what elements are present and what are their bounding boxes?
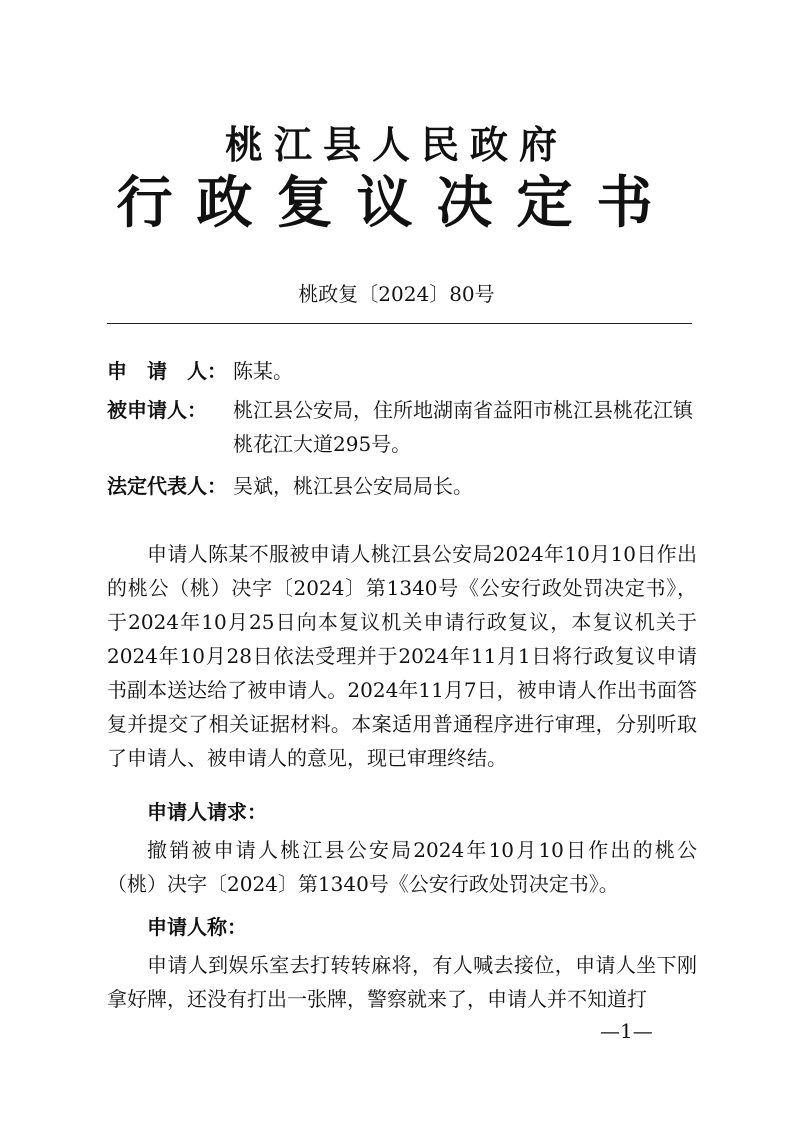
issuing-organization: 桃江县人民政府 — [224, 123, 568, 167]
claim-heading: 申请人称： — [147, 915, 247, 939]
party-text: 陈某。 — [233, 359, 293, 383]
request-heading: 申请人请求： — [147, 800, 267, 824]
party-label: 法定代表人： — [107, 474, 227, 498]
document-number: 桃政复〔2024〕80号 — [298, 282, 495, 306]
page-number: —1— — [600, 1019, 653, 1043]
request-paragraph: 撤销被申请人桃江县公安局2024年10月10日作出的桃公（桃）决字〔2024〕第1340号《公安行政处罚决定书》。 — [107, 838, 697, 896]
party-label: 申 请 人： — [107, 359, 227, 383]
party-text: 桃江县公安局，住所地湖南省益阳市桃江县桃花江镇桃花江大道295号。 — [233, 398, 693, 456]
party-label: 被申请人： — [107, 398, 207, 422]
party-text: 吴斌，桃江县公安局局长。 — [233, 474, 473, 498]
header-divider — [107, 323, 692, 324]
document-title: 行政复议决定书 — [116, 171, 677, 236]
intro-paragraph: 申请人陈某不服被申请人桃江县公安局2024年10月10日作出的桃公（桃）决字〔2024〕第1340号《公安行政处罚决定书》，于2024年10月25日向本复议机关申请行政复议，本复议机关于2024年10月28日依法受理并于2024年11月1日将行政复议申请书副本送达给了被申请人。2024年11月7日，被申请人作出书面答复并提交了相关证据材料。本案适用普通程序进行审理，分别听取了申请人、被申请人的意见，现已审理终结。 — [107, 542, 697, 770]
claim-paragraph: 申请人到娱乐室去打转转麻将，有人喊去接位，申请人坐下刚拿好牌，还没有打出一张牌，警察就来了，申请人并不知道打 — [107, 953, 697, 1011]
